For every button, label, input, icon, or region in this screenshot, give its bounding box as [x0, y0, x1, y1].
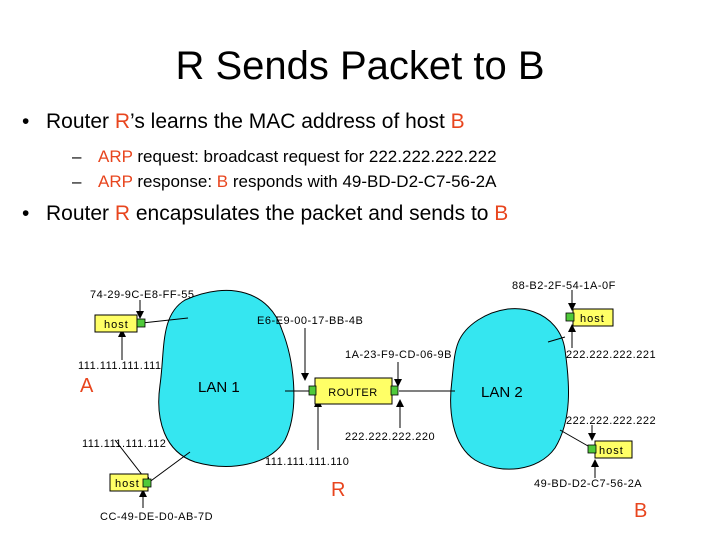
- host-3-port: [566, 313, 574, 321]
- bullet-1-r: R: [114, 110, 131, 133]
- ip-router-lan1: 111.111.111.110: [265, 456, 350, 468]
- node-b-letter: B: [634, 500, 648, 522]
- dash-marker: –: [72, 147, 82, 166]
- bullet-marker: •: [22, 202, 30, 225]
- bullet-marker: •: [22, 110, 30, 133]
- host-b-label: host: [599, 445, 624, 457]
- host-3-label: host: [580, 313, 605, 325]
- mac-host-2: CC-49-DE-D0-AB-7D: [100, 511, 214, 523]
- sub-2-b: B: [216, 172, 229, 191]
- mac-host-b: 49-BD-D2-C7-56-2A: [534, 478, 643, 490]
- dash-marker: –: [72, 172, 82, 191]
- node-a-letter: A: [80, 375, 94, 397]
- bullet-1-pre: Router: [46, 110, 115, 133]
- ip-host-3: 222.222.222.221: [566, 349, 657, 361]
- router-port-left: [309, 386, 316, 395]
- mac-host-3: 88-B2-2F-54-1A-0F: [512, 280, 616, 292]
- mac-host-a: 74-29-9C-E8-FF-55: [90, 289, 195, 301]
- mac-router-lan1: E6-E9-00-17-BB-4B: [257, 315, 364, 327]
- ip-host-2: 111.111.111.112: [82, 438, 167, 450]
- lan-2-label: LAN 2: [481, 384, 523, 401]
- ip-host-b: 222.222.222.222: [566, 415, 657, 427]
- host-a-port: [137, 319, 145, 327]
- router-label: ROUTER: [328, 387, 378, 399]
- sub-2-arp: ARP: [98, 172, 133, 191]
- host-b-port: [588, 445, 596, 453]
- bullet-2-b: B: [494, 202, 509, 225]
- slide-title: R Sends Packet to B: [175, 44, 545, 88]
- bullet-1-b: B: [450, 110, 465, 133]
- sub-2-rest: responds with 49-BD-D2-C7-56-2A: [228, 172, 497, 191]
- ip-router-lan2: 222.222.222.220: [345, 431, 436, 443]
- sub-1-arp: ARP: [98, 147, 133, 166]
- bullet-1-mid: ’s learns the MAC address of host: [130, 110, 451, 133]
- bullet-2-pre: Router: [46, 202, 115, 225]
- host-2-label: host: [115, 478, 140, 490]
- sub-2-mid: response:: [132, 172, 217, 191]
- sub-1-rest: request: broadcast request for 222.222.222.222: [132, 147, 497, 166]
- bullet-2-r: R: [114, 202, 131, 225]
- mac-router-lan2: 1A-23-F9-CD-06-9B: [345, 349, 452, 361]
- host-2-port: [143, 479, 151, 487]
- host-a-label: host: [104, 319, 129, 331]
- node-r-letter: R: [331, 479, 346, 501]
- router-port-right: [391, 386, 398, 395]
- bullet-2-mid: encapsulates the packet and sends to: [130, 202, 495, 225]
- lan-1-label: LAN 1: [198, 379, 240, 396]
- link-host-2: [148, 452, 190, 483]
- ip-host-a: 111.111.111.111: [78, 360, 162, 372]
